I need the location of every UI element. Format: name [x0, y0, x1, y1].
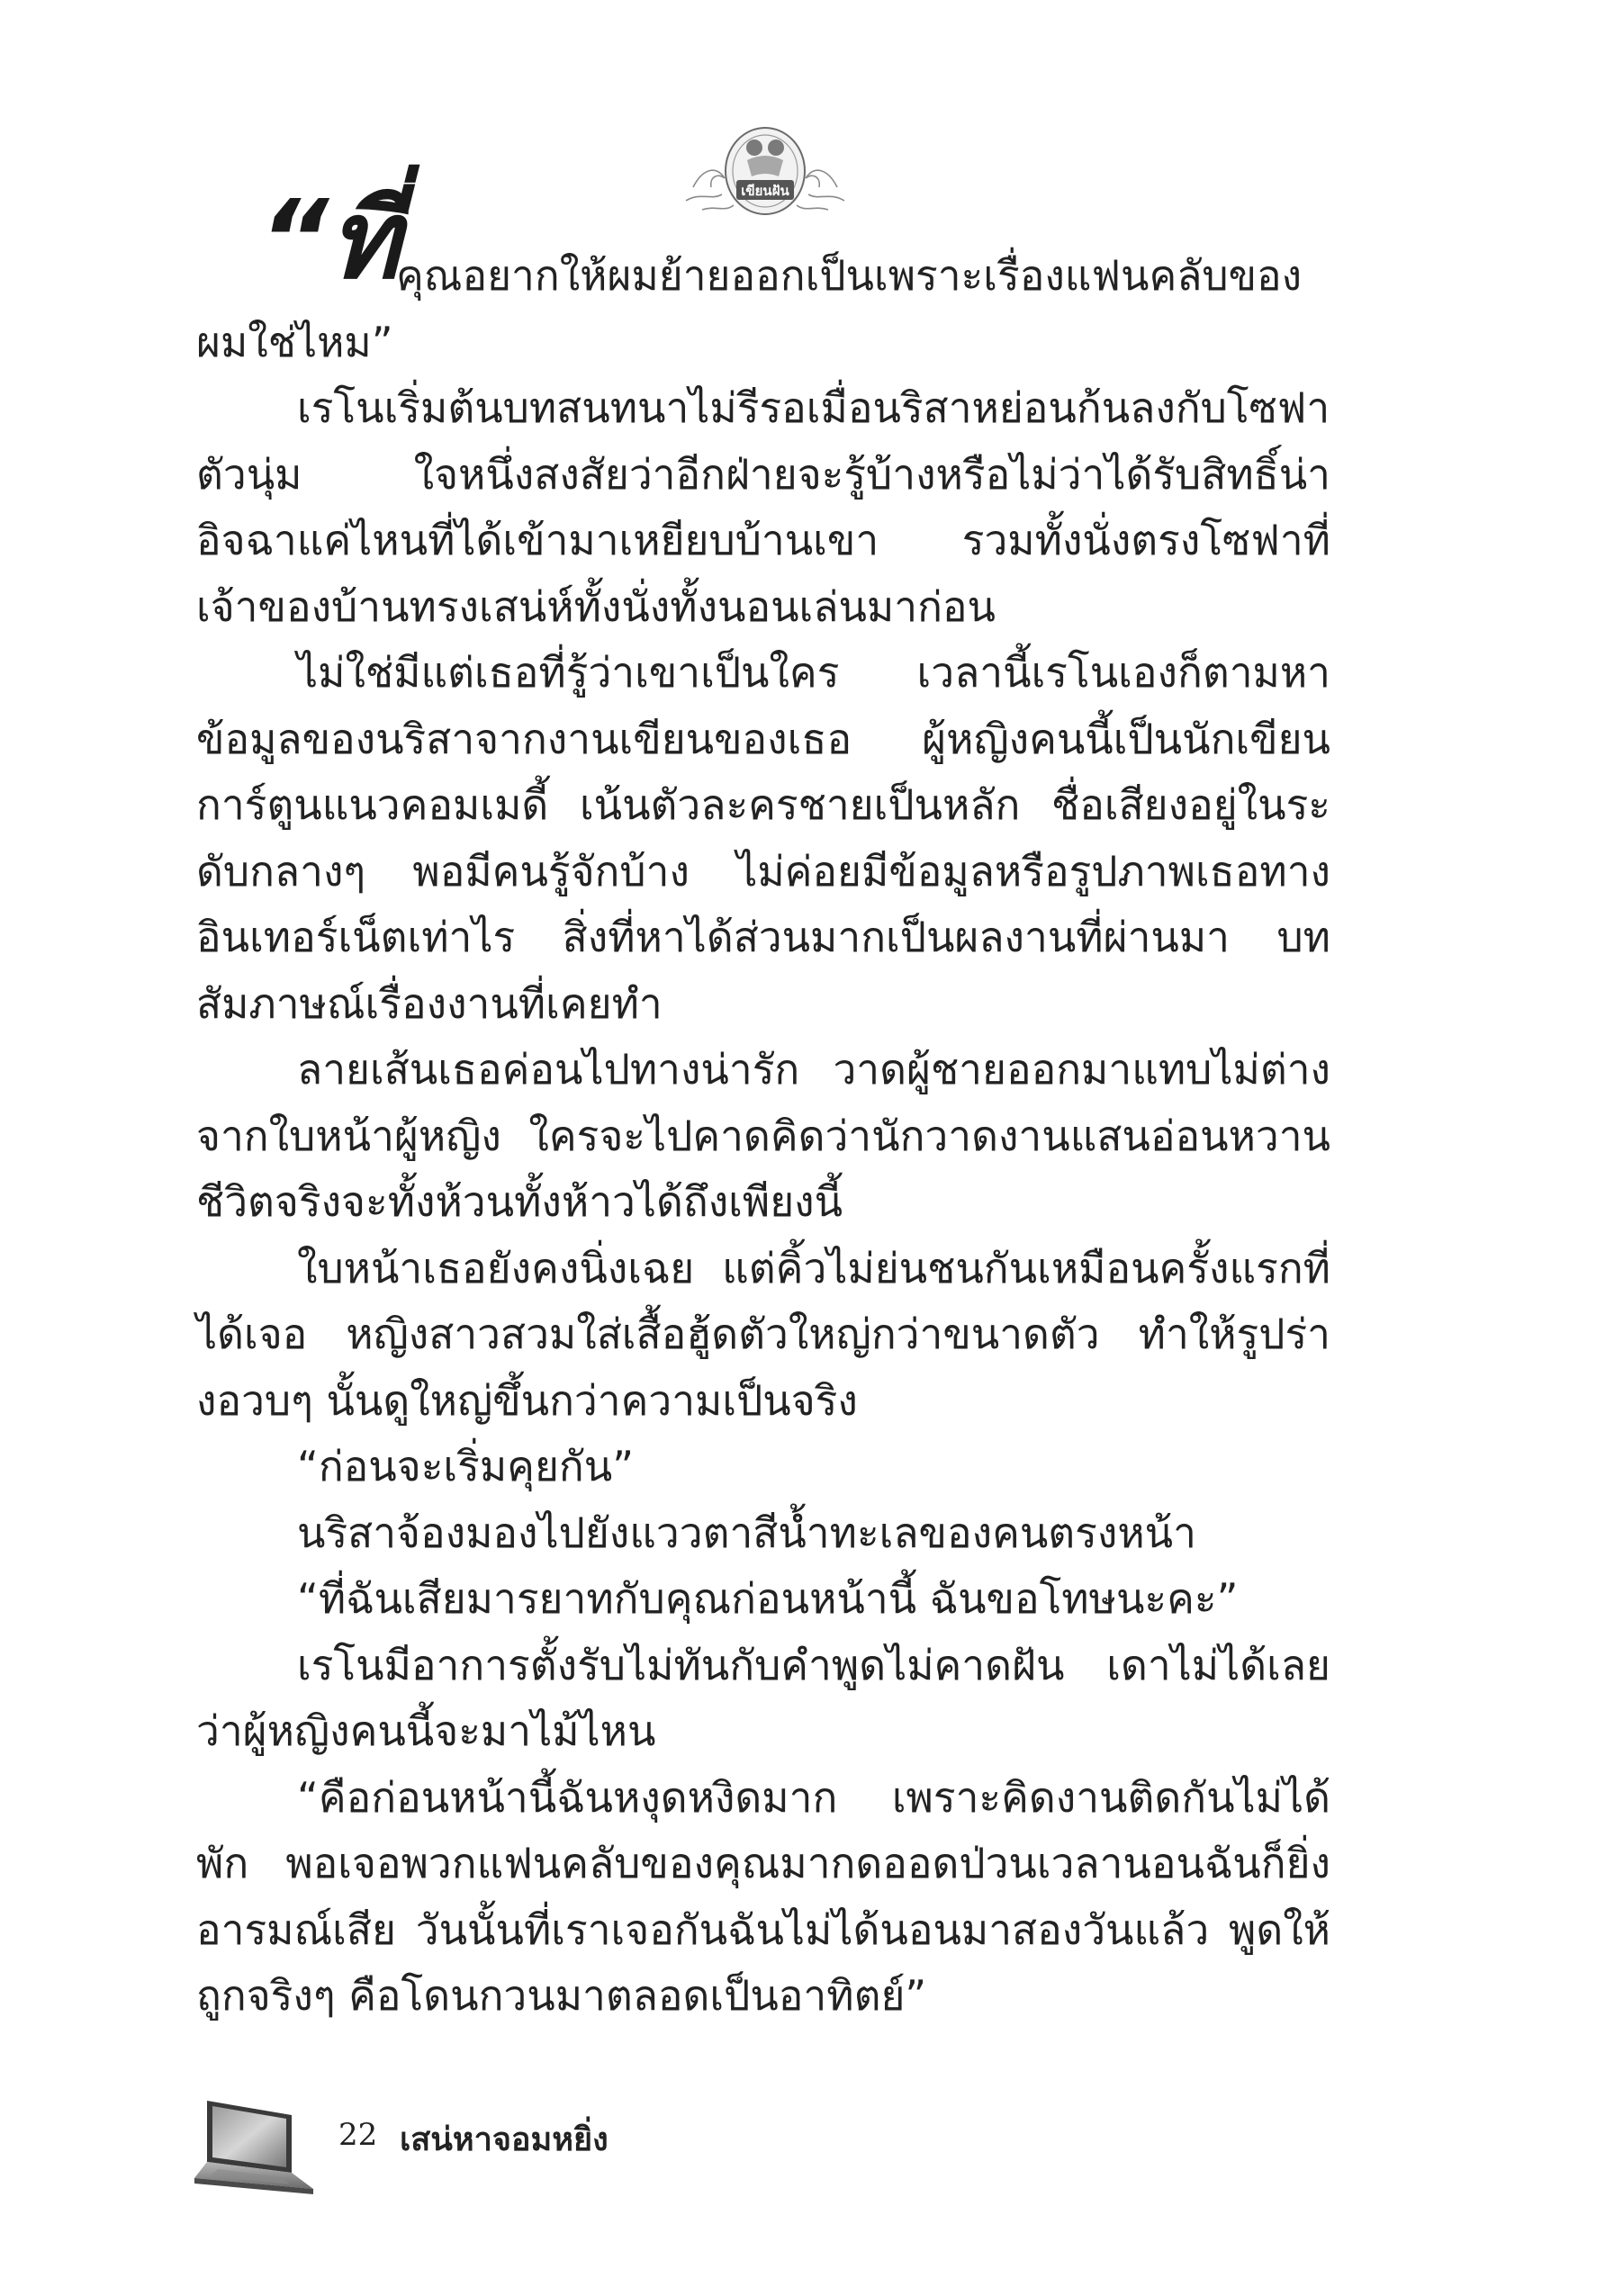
paragraph: ลายเส้นเธอค่อนไปทางน่ารัก วาดผู้ชายออกมาแทบไม่ต่างจากใบหน้าผู้หญิง ใครจะไปคาดคิดว่านักวาดงานแสนอ่อนหวาน ชีวิตจริงจะทั้งห้วนทั้งห้าวได้ถึงเพียงนี้ [196, 1045, 1330, 1226]
paragraph: ไม่ใช่มีแต่เธอที่รู้ว่าเขาเป็นใคร เวลานี้เรโนเองก็ตามหาข้อมูลของนริสาจากงานเขียนของเธอ ผู้หญิงคนนี้เป็นนักเขียนการ์ตูนแนวคอมเมดี้ เน้นตัวละครชายเป็นหลัก ชื่อเสียงอยู่ในระดับกลางๆ พอมีคนรู้จักบ้าง ไม่ค่อยมีข้อมูลหรือรูปภาพเธอทางอินเทอร์เน็ตเท่าไร สิ่งที่หาได้ส่วนมากเป็นผลงานที่ผ่านมา บทสัมภาษณ์เรื่องงานที่เคยทำ [196, 648, 1330, 1028]
dialogue-line: “คือก่อนหน้านี้ฉันหงุดหงิดมาก เพราะคิดงานติดกันไม่ได้พัก พอเจอพวกแฟนคลับของคุณมากดออดป่วนเวลานอนฉันก็ยิ่งอารมณ์เสีย วันนั้นที่เราเจอกันฉันไม่ได้นอนมาสองวันแล้ว พูดให้ถูกจริงๆ คือโดนกวนมาตลอดเป็นอาทิตย์” [196, 1772, 1330, 2020]
laptop-icon [191, 2095, 317, 2212]
ornament-label: เขียนฝัน [741, 183, 789, 199]
dialogue-line: “ที่ฉันเสียมารยาทกับคุณก่อนหน้านี้ ฉันขอโทษนะคะ” [297, 1574, 1239, 1623]
paragraph: เรโนมีอาการตั้งรับไม่ทันกับคำพูดไม่คาดฝัน เดาไม่ได้เลยว่าผู้หญิงคนนี้จะมาไม้ไหน [196, 1640, 1330, 1755]
page-number: 22 [338, 2117, 378, 2153]
paragraph: ใบหน้าเธอยังคงนิ่งเฉย แต่คิ้วไม่ย่นชนกันเหมือนครั้งแรกที่ได้เจอ หญิงสาวสวมใส่เสื้อฮู้ดตัวใหญ่กว่าขนาดตัว ทำให้รูปร่างอวบๆ นั้นดูใหญ่ขึ้นกว่าความเป็นจริง [196, 1243, 1330, 1425]
dialogue-line: “ก่อนจะเริ่มคุยกัน” [297, 1442, 635, 1490]
drop-cap [196, 178, 401, 303]
chapter-ornament [675, 115, 855, 223]
drop-cap-text: “ที่ [259, 178, 401, 303]
paragraph: เรโนเริ่มต้นบทสนทนาไม่รีรอเมื่อนริสาหย่อนก้นลงกับโซฟาตัวนุ่ม ใจหนึ่งสงสัยว่าอีกฝ่ายจะรู้บ้างหรือไม่ว่าได้รับสิทธิ์น่าอิจฉาแค่ไหนที่ได้เข้ามาเหยียบบ้านเขา รวมทั้งนั่งตรงโซฟาที่เจ้าของบ้านทรงเสน่ห์ทั้งนั่งทั้งนอนเล่นมาก่อน [196, 383, 1330, 631]
paragraph: นริสาจ้องมองไปยังแววตาสีน้ำทะเลของคนตรงหน้า [297, 1508, 1196, 1557]
book-title: เสน่หาจอมหยิ่ง [400, 2121, 609, 2158]
page-footer [191, 2095, 821, 2212]
opening-line-text: คุณอยากให้ผมย้ายออกเป็นเพราะเรื่องแฟนคลับของผมใช่ไหม” [196, 251, 1303, 366]
